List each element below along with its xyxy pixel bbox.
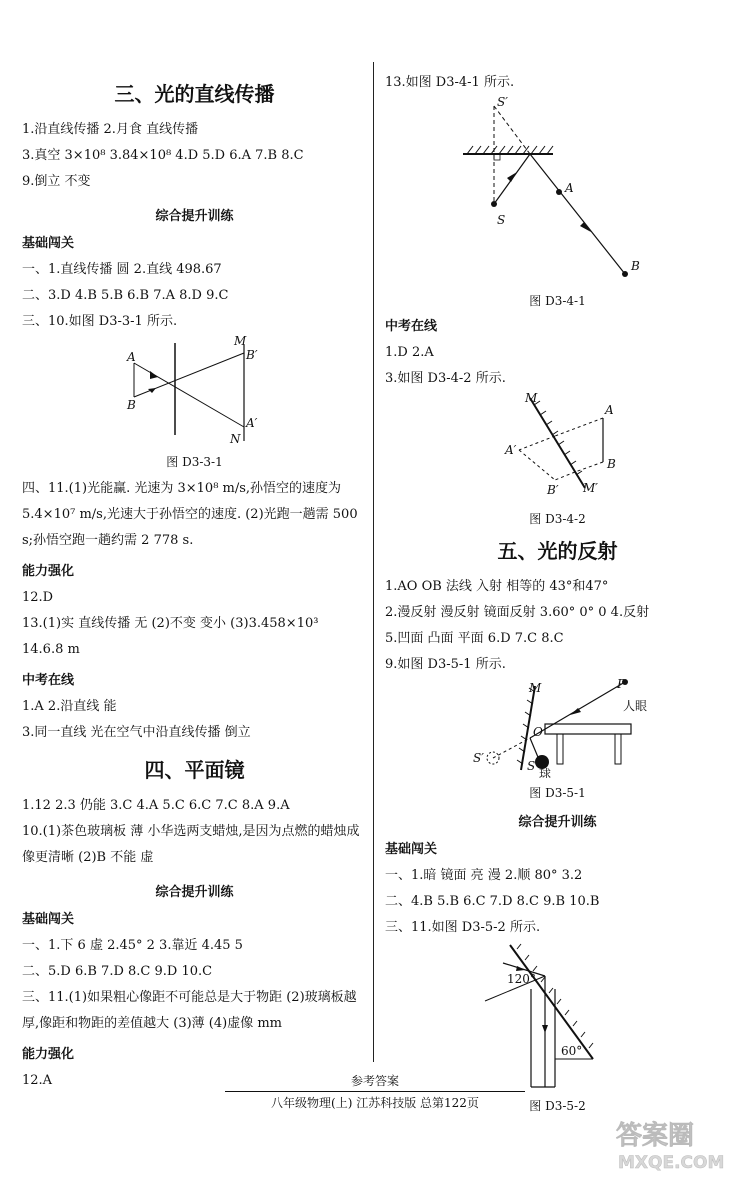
answer-line: 3.真空 3×10⁸ 3.84×10⁸ 4.D 5.D 6.A 7.B 8.C bbox=[22, 148, 304, 163]
figure-d3-4-1 bbox=[385, 96, 730, 309]
figure-d3-4-2-diagram bbox=[385, 392, 730, 504]
answer-line: 1.沿直线传播 2.月食 直线传播 bbox=[22, 122, 199, 137]
label-S-prime: S′ bbox=[497, 96, 508, 109]
section-title-3: 三、光的直线传播 bbox=[114, 82, 275, 106]
label-M: M bbox=[234, 335, 247, 348]
figure-caption: 图 D3-3-1 bbox=[166, 455, 223, 469]
label-eye: 人眼 bbox=[623, 699, 648, 713]
answer-line: 14.6.8 m bbox=[22, 642, 80, 657]
answer-line: 二、3.D 4.B 5.B 6.B 7.A 8.D 9.C bbox=[22, 288, 229, 303]
answer-line: 三、10.如图 D3-3-1 所示. bbox=[22, 314, 178, 329]
answer-line: 13.如图 D3-4-1 所示. bbox=[385, 75, 515, 90]
watermark-text-cn: 答案圈 bbox=[616, 1121, 695, 1151]
answer-line: 一、1.暗 镜面 亮 漫 2.顺 80° 3.2 bbox=[385, 868, 583, 883]
label-M-prime: M′ bbox=[583, 481, 599, 495]
figure-d3-5-2-diagram bbox=[385, 941, 730, 1091]
answer-line: 9.如图 D3-5-1 所示. bbox=[385, 657, 506, 672]
answer-line: 2.漫反射 漫反射 镜面反射 3.60° 0° 0 4.反射 bbox=[385, 605, 650, 620]
label-A-prime: A′ bbox=[246, 416, 258, 430]
answer-paragraph: 10.(1)茶色玻璃板 薄 小华选两支蜡烛,是因为点燃的蜡烛成像更清晰 (2)B 不能 虚 bbox=[22, 824, 360, 865]
answer-line: 1.12 2.3 仍能 3.C 4.A 5.C 6.C 7.C 8.A 9.A bbox=[22, 798, 290, 813]
label-M: M bbox=[525, 392, 538, 405]
label-ball: 球 bbox=[539, 767, 552, 778]
label-S: S bbox=[497, 213, 506, 227]
label-N: N bbox=[230, 432, 241, 446]
label-angle-60: 60° bbox=[561, 1044, 583, 1058]
section-title-4: 四、平面镜 bbox=[144, 758, 245, 782]
answer-line: 1.A 2.沿直线 能 bbox=[22, 699, 117, 714]
heading-exam: 中考在线 bbox=[385, 319, 438, 334]
figure-caption: 图 D3-4-2 bbox=[529, 512, 586, 526]
label-A-prime: A′ bbox=[505, 443, 517, 457]
figure-d3-4-2 bbox=[385, 392, 730, 527]
label-A: A bbox=[605, 403, 614, 417]
label-B-prime: B′ bbox=[246, 348, 258, 362]
answer-line: 13.(1)实 直线传播 无 (2)不变 变小 (3)3.458×10³ bbox=[22, 616, 319, 631]
answer-line: 一、1.直线传播 圆 2.直线 498.67 bbox=[22, 262, 222, 277]
answer-line: 二、4.B 5.B 6.C 7.D 8.C 9.B 10.B bbox=[385, 894, 600, 909]
figure-caption: 图 D3-5-1 bbox=[529, 786, 586, 800]
heading-basic: 基础闯关 bbox=[22, 912, 75, 927]
footer-label: 参考答案 bbox=[350, 1074, 399, 1088]
label-P: P bbox=[617, 678, 626, 691]
label-B: B bbox=[607, 457, 616, 471]
subsection-title: 综合提升训练 bbox=[155, 209, 234, 224]
watermark-logo bbox=[612, 1110, 742, 1176]
heading-ability: 能力强化 bbox=[22, 564, 75, 579]
answer-line: 1.AO OB 法线 入射 相等的 43°和47° bbox=[385, 579, 609, 594]
footer-info: 八年级物理(上) 江苏科技版 总第122页 bbox=[271, 1096, 479, 1110]
section-title-5: 五、光的反射 bbox=[497, 539, 618, 563]
label-A: A bbox=[565, 181, 574, 195]
answer-line: 5.凹面 凸面 平面 6.D 7.C 8.C bbox=[385, 631, 564, 646]
answer-line: 3.如图 D3-4-2 所示. bbox=[385, 371, 506, 386]
left-column bbox=[22, 70, 367, 1094]
figure-d3-5-1 bbox=[385, 678, 730, 801]
label-O: O bbox=[533, 725, 543, 739]
answer-line: 1.D 2.A bbox=[385, 345, 434, 360]
answer-line: 三、11.如图 D3-5-2 所示. bbox=[385, 920, 541, 935]
label-S-prime: S′ bbox=[473, 751, 484, 765]
answer-line: 12.A bbox=[22, 1073, 53, 1088]
page-footer bbox=[0, 1072, 750, 1111]
figure-caption: 图 D3-4-1 bbox=[529, 294, 586, 308]
watermark-graphic bbox=[612, 1110, 742, 1176]
answer-paragraph: 四、11.(1)光能赢. 光速为 3×10⁸ m/s,孙悟空的速度为 5.4×10⁷ m/s,光速大于孙悟空的速度. (2)光跑一趟需 500 s;孙悟空跑一趟约需 2 778 s. bbox=[22, 481, 358, 548]
watermark-text-en: MXQE.COM bbox=[618, 1153, 725, 1173]
figure-d3-3-1 bbox=[22, 335, 367, 470]
heading-ability: 能力强化 bbox=[22, 1047, 75, 1062]
label-S: S bbox=[527, 759, 536, 773]
subsection-title: 综合提升训练 bbox=[518, 815, 597, 830]
footer-divider bbox=[225, 1091, 525, 1092]
heading-basic: 基础闯关 bbox=[22, 236, 75, 251]
label-A: A bbox=[127, 350, 136, 364]
right-column bbox=[385, 70, 730, 1120]
figure-d3-3-1-diagram bbox=[22, 335, 367, 447]
answer-line: 9.倒立 不变 bbox=[22, 174, 91, 189]
figure-d3-4-1-diagram bbox=[385, 96, 730, 286]
label-M: M bbox=[529, 681, 542, 695]
answer-line: 一、1.下 6 虚 2.45° 2 3.靠近 4.45 5 bbox=[22, 938, 243, 953]
answer-line: 12.D bbox=[22, 590, 54, 605]
heading-basic: 基础闯关 bbox=[385, 842, 438, 857]
column-divider bbox=[373, 62, 374, 1062]
label-B: B bbox=[631, 259, 640, 273]
label-B: B bbox=[127, 398, 136, 412]
answer-line: 3.同一直线 光在空气中沿直线传播 倒立 bbox=[22, 725, 251, 740]
label-angle-120: 120° bbox=[507, 972, 536, 986]
answer-line: 二、5.D 6.B 7.D 8.C 9.D 10.C bbox=[22, 964, 213, 979]
figure-caption: 图 D3-5-2 bbox=[529, 1099, 586, 1113]
label-B-prime: B′ bbox=[547, 483, 559, 497]
figure-d3-5-1-diagram bbox=[385, 678, 730, 778]
heading-exam: 中考在线 bbox=[22, 673, 75, 688]
subsection-title: 综合提升训练 bbox=[155, 885, 234, 900]
answer-paragraph: 三、11.(1)如果粗心像距不可能总是大于物距 (2)玻璃板越厚,像距和物距的差值越大 (3)薄 (4)虚像 mm bbox=[22, 990, 357, 1031]
